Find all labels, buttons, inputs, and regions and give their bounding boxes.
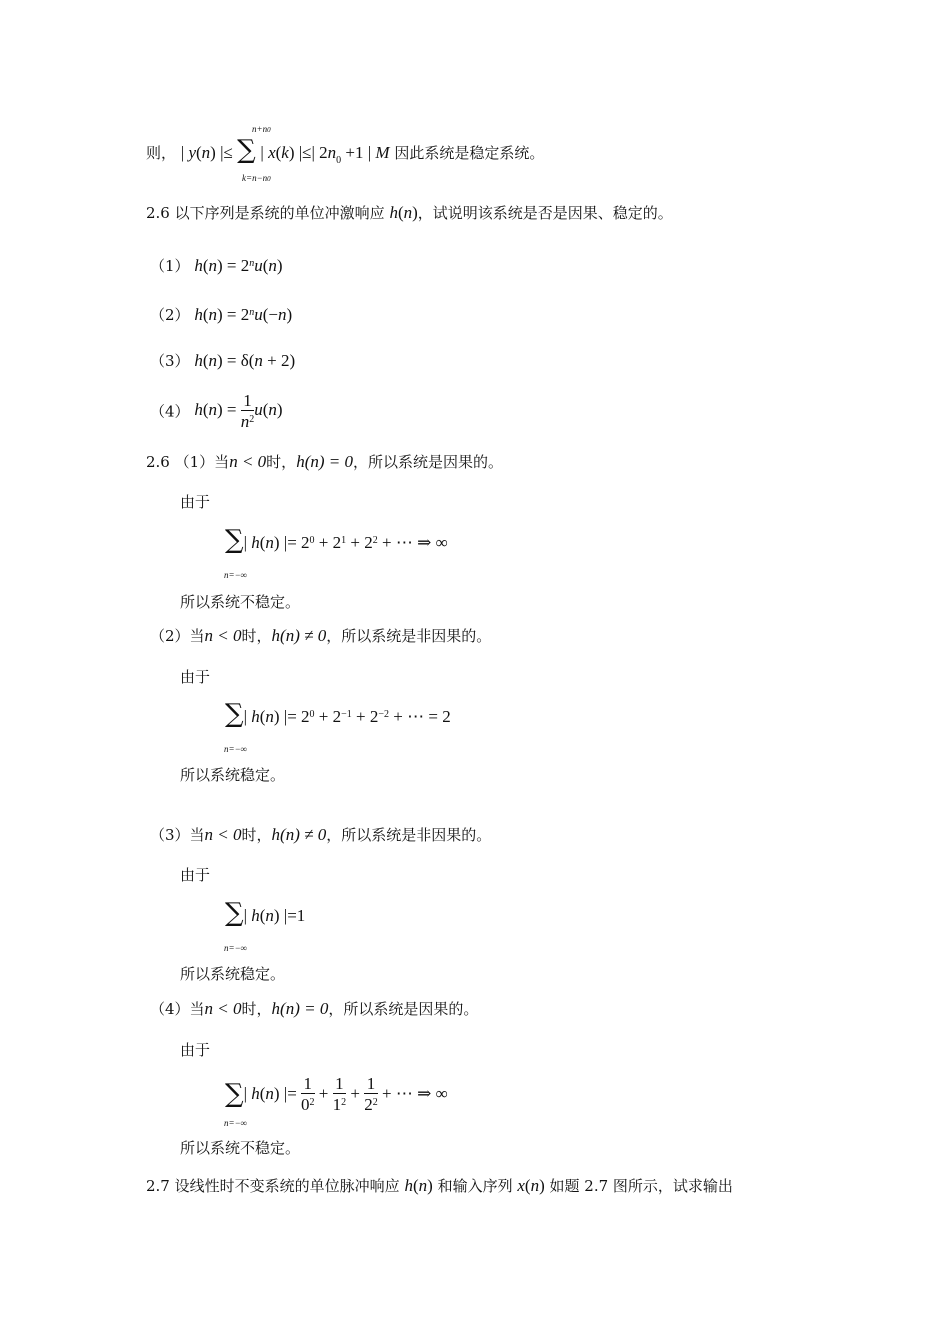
sum-symbol: ∑: [237, 135, 256, 165]
result-1: 所以系统不稳定。: [180, 593, 301, 611]
intro-prefix: 则，: [146, 144, 177, 162]
item-2: （2） $h(n) = 2^nu(-n)$: [150, 305, 293, 324]
solution-part-3: （3）当n < 0时，h(n) ≠ 0，所以系统是非因果的。: [150, 825, 492, 844]
sum-3: ∑| h(n) |=1: [225, 898, 306, 928]
sum-4: ∑| h(n) |= $\frac{1}{0^2}$ + $\frac{1}{1^2}$ + $\frac{1}{2^2}$ + ⋯ ⇒ ∞: [225, 1074, 448, 1115]
result-4: 所以系统不稳定。: [180, 1139, 301, 1157]
problem-2-6-statement: 2.6 以下序列是系统的单位冲激响应 h(n)，试说明该系统是否是因果、稳定的。: [146, 203, 673, 222]
result-3: 所以系统稳定。: [180, 965, 286, 983]
sum-2: ∑| h(n) |= $2^0 + 2^{-1} + 2^{-2}$ + ⋯ = 2: [225, 699, 451, 729]
result-2: 所以系统稳定。: [180, 766, 286, 784]
intro-line: 则， | y(n) |≤ ∑ | x(k) |≤| $2n_0 +1$ | M 因此系统是稳定系统。: [146, 135, 545, 166]
because-4: 由于: [180, 1041, 211, 1059]
problem-2-7-statement: 2.7 设线性时不变系统的单位脉冲响应 h(n) 和输入序列 x(n) 如题 2.7 图所示，试求输出: [146, 1176, 733, 1195]
solution-part-4: （4）当n < 0时，h(n) = 0，所以系统是因果的。: [150, 999, 479, 1018]
solution-part-1: 2.6 （1）当n < 0时，h(n) = 0，所以系统是因果的。: [146, 452, 503, 471]
sum-1: ∑| h(n) |= $2^0 + 2^1 + 2^2$ + ⋯ ⇒ ∞: [225, 525, 448, 555]
intro-conclusion: 因此系统是稳定系统。: [394, 144, 545, 162]
item-4: （4） h(n) = $\frac{1}{n^2}$ u(n): [150, 391, 283, 431]
item-1: （1） $h(n) = 2^nu(n)$: [150, 256, 283, 275]
solution-part-2: （2）当n < 0时，h(n) ≠ 0，所以系统是非因果的。: [150, 626, 492, 645]
because-2: 由于: [180, 668, 211, 686]
because-1: 由于: [180, 493, 211, 511]
item-3: （3） h(n) = δ(n + 2): [150, 351, 296, 370]
because-3: 由于: [180, 866, 211, 884]
